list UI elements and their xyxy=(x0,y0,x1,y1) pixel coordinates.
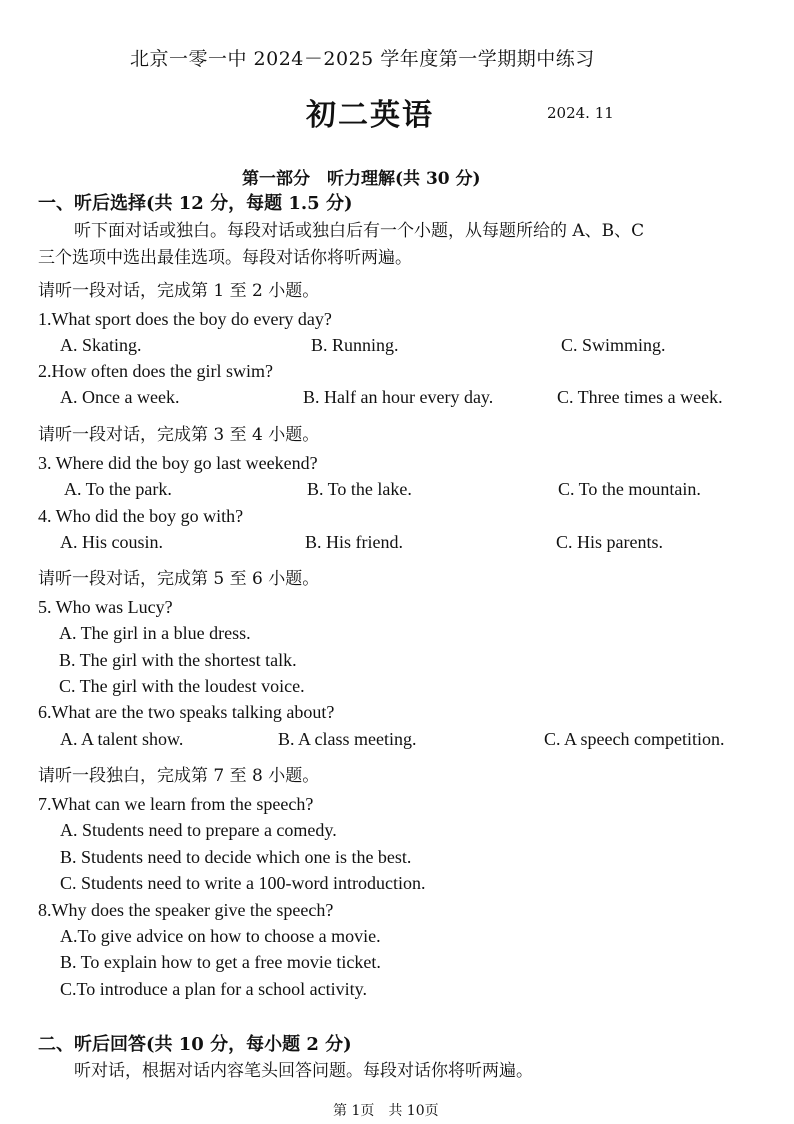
option-b: B. A class meeting. xyxy=(278,729,417,749)
option-a: A. Skating. xyxy=(60,335,142,355)
option-b: B. His friend. xyxy=(305,532,403,552)
option-b: B. Students need to decide which one is the best. xyxy=(60,847,412,867)
option-c: C. Swimming. xyxy=(561,335,666,355)
exam-date: 2024. 11 xyxy=(547,104,614,122)
group-prompt: 请听一段对话，完成第 5 至 6 小题。 xyxy=(38,569,320,589)
group-prompt: 请听一段对话，完成第 3 至 4 小题。 xyxy=(38,425,320,445)
option-c: C. Three times a week. xyxy=(557,387,723,407)
option-b: B. To explain how to get a free movie ticket. xyxy=(60,952,381,972)
option-c: C. To the mountain. xyxy=(558,479,701,499)
option-a: A. Once a week. xyxy=(60,387,180,407)
option-b: B. The girl with the shortest talk. xyxy=(59,650,297,670)
option-a: A. A talent show. xyxy=(60,729,184,749)
option-b: B. Half an hour every day. xyxy=(303,387,494,407)
subject-title: 初二英语 xyxy=(306,98,434,133)
page-number: 第 1页 共 10页 xyxy=(333,1103,439,1119)
question-stem: 5. Who was Lucy? xyxy=(38,597,173,617)
exam-header-title: 北京一零一中 2024－2025 学年度第一学期期中练习 xyxy=(130,48,595,70)
option-b: B. To the lake. xyxy=(307,479,412,499)
option-a: A. His cousin. xyxy=(60,532,163,552)
question-stem: 8.Why does the speaker give the speech? xyxy=(38,900,334,920)
group-prompt: 请听一段对话，完成第 1 至 2 小题。 xyxy=(38,281,320,301)
option-c: C. Students need to write a 100-word introduction. xyxy=(60,873,426,893)
section-heading: 一、听后选择(共 12 分，每题 1.5 分) xyxy=(38,193,353,214)
option-a: A. Students need to prepare a comedy. xyxy=(60,820,337,840)
section-instruction: 听对话，根据对话内容笔头回答问题。每段对话你将听两遍。 xyxy=(74,1061,533,1081)
part-title: 第一部分 听力理解(共 30 分) xyxy=(242,169,481,189)
option-c: C. The girl with the loudest voice. xyxy=(59,676,305,696)
option-c: C. A speech competition. xyxy=(544,729,725,749)
option-a: A. The girl in a blue dress. xyxy=(59,623,251,643)
option-a: A.To give advice on how to choose a movie. xyxy=(60,926,381,946)
section-instruction-line: 三个选项中选出最佳选项。每段对话你将听两遍。 xyxy=(38,248,412,268)
question-stem: 2.How often does the girl swim? xyxy=(38,361,273,381)
option-c: C. His parents. xyxy=(556,532,663,552)
section-heading: 二、听后回答(共 10 分，每小题 2 分) xyxy=(38,1034,352,1055)
question-stem: 6.What are the two speaks talking about? xyxy=(38,702,335,722)
question-stem: 3. Where did the boy go last weekend? xyxy=(38,453,318,473)
group-prompt: 请听一段独白，完成第 7 至 8 小题。 xyxy=(38,766,320,786)
option-a: A. To the park. xyxy=(64,479,172,499)
question-stem: 7.What can we learn from the speech? xyxy=(38,794,314,814)
section-instruction-line: 听下面对话或独白。每段对话或独白后有一个小题，从每题所给的 A、B、C xyxy=(74,221,645,241)
question-stem: 1.What sport does the boy do every day? xyxy=(38,309,332,329)
option-b: B. Running. xyxy=(311,335,399,355)
option-c: C.To introduce a plan for a school activity. xyxy=(60,979,367,999)
question-stem: 4. Who did the boy go with? xyxy=(38,506,244,526)
